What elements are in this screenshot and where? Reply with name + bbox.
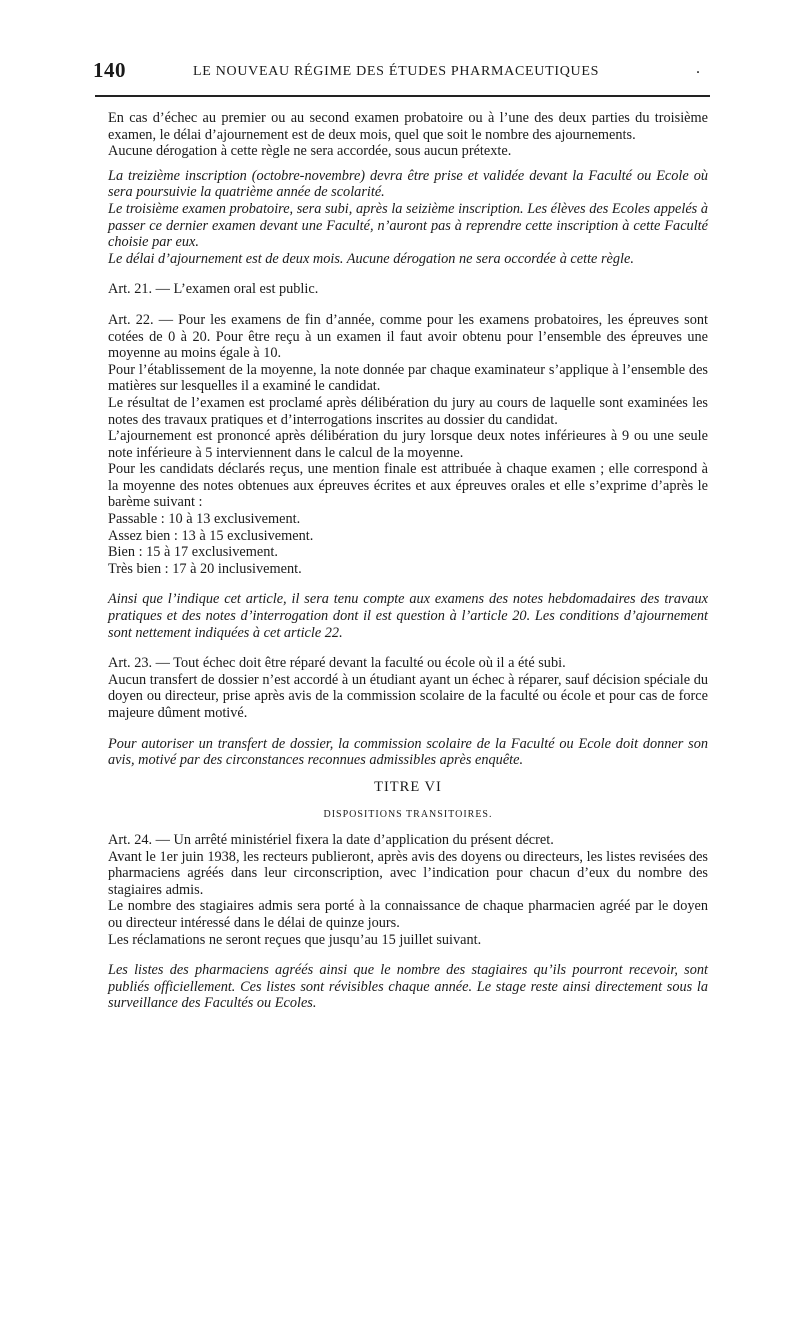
list-item: Bien : 15 à 17 exclusivement. bbox=[108, 544, 278, 561]
article-23: Art. 23. — Tout échec doit être réparé devant la faculté ou école où il a été subi. bbox=[108, 655, 566, 672]
paragraph: Pour l’établissement de la moyenne, la note donnée par chaque examinateur s’applique à l’ensemble des matières sur lesquelles il a examiné le candidat. bbox=[108, 361, 708, 395]
commentary-paragraph: Ainsi que l’indique cet article, il sera tenu compte aux examens des notes hebdomadaires des travaux pratiques et des notes d’interrogation dont il est question à l’article 20. Les conditions d’ajournement sont nettement indiquées à cet article 22. bbox=[108, 591, 708, 641]
section-title: TITRE VI bbox=[374, 778, 442, 795]
paragraph: Pour les candidats déclarés reçus, une mention finale est attribuée à chaque examen ; elle correspond à la moyenne des notes obtenues aux épreuves écrites et aux épreuves orales et elle s’exprime d’après le barème suivant : bbox=[108, 461, 708, 511]
paragraph: Le nombre des stagiaires admis sera porté à la connaissance de chaque pharmacien agréé par le doyen ou directeur intéressé dans le délai de quinze jours. bbox=[108, 898, 708, 931]
paragraph: Aucune dérogation à cette règle ne sera accordée, sous aucun prétexte. bbox=[108, 143, 512, 160]
commentary-paragraph: La treizième inscription (octobre-novembre) devra être prise et validée devant la Faculté ou Ecole où sera poursuivie la quatrième année de scolarité. bbox=[108, 167, 708, 201]
article-21: Art. 21. — L’examen oral est public. bbox=[108, 281, 319, 298]
paragraph: Aucun transfert de dossier n’est accordé à un étudiant ayant un échec à réparer, sauf décision spéciale du doyen ou directeur, prise après avis de la commission scolaire de la faculté ou école et pour cas de force majeure dûment motivé. bbox=[108, 671, 708, 721]
article-24: Art. 24. — Un arrêté ministériel fixera la date d’application du présent décret. bbox=[108, 831, 554, 848]
list-item: Passable : 10 à 13 exclusivement. bbox=[108, 511, 301, 528]
paragraph: Le résultat de l’examen est proclamé après délibération du jury au cours de laquelle sont examinées les notes des travaux pratiques et d’interrogations inscrites au dossier du candidat. bbox=[108, 394, 708, 428]
page-number: 140 bbox=[93, 58, 126, 82]
list-item: Très bien : 17 à 20 inclusivement. bbox=[108, 560, 302, 577]
list-item: Assez bien : 13 à 15 exclusivement. bbox=[108, 527, 314, 544]
paragraph: Avant le 1er juin 1938, les recteurs publieront, après avis des doyens ou directeurs, les listes revisées des pharmaciens agréés dans leur circonscription, avec l’indication pour chacun d’eux du nombre des stagiaires admis. bbox=[108, 848, 708, 898]
body-text bbox=[108, 110, 708, 1012]
commentary-paragraph: Pour autoriser un transfert de dossier, la commission scolaire de la Faculté ou Ecole doit donner son avis, motivé par des circonstances reconnues admissibles après enquête. bbox=[108, 735, 708, 769]
page-header bbox=[93, 58, 708, 86]
paragraph: L’ajournement est prononcé après délibération du jury lorsque deux notes inférieures à 9 ou une seule note inférieure à 5 interviennent dans le calcul de la moyenne. bbox=[108, 428, 708, 461]
section-subtitle: DISPOSITIONS TRANSITOIRES. bbox=[323, 809, 493, 821]
paragraph: Les réclamations ne seront reçues que jusqu’au 15 juillet suivant. bbox=[108, 931, 482, 948]
article-22: Art. 22. — Pour les examens de fin d’année, comme pour les examens probatoires, les épreuves sont cotées de 0 à 20. Pour être reçu à un examen il faut avoir obtenu pour l’ensemble des épreuves une moyenne au moins égale à 10. bbox=[108, 311, 708, 362]
commentary-paragraph: Le troisième examen probatoire, sera subi, après la seizième inscription. Les élèves des Ecoles appelés à passer ce dernier examen devant une Faculté, n’auront pas à reprendre cette inscription à cette Faculté choisie par eux. bbox=[108, 200, 708, 251]
header-rule bbox=[95, 95, 710, 97]
mention-list bbox=[108, 511, 708, 577]
header-dot: . bbox=[696, 60, 700, 77]
paragraph: En cas d’échec au premier ou au second examen probatoire ou à l’une des deux parties du troisième examen, le délai d’ajournement est de deux mois, quel que soit le nombre des ajournements. bbox=[108, 110, 708, 143]
commentary-paragraph: Les listes des pharmaciens agréés ainsi que le nombre des stagiaires qu’ils pourront recevoir, sont publiés officiellement. Ces listes sont révisibles chaque année. Le stage reste ainsi directement sous la surveillance des Facultés ou Ecoles. bbox=[108, 962, 708, 1012]
running-head: LE NOUVEAU RÉGIME DES ÉTUDES PHARMACEUTIQUES bbox=[193, 64, 600, 79]
commentary-paragraph: Le délai d’ajournement est de deux mois. Aucune dérogation ne sera occordée à cette règle. bbox=[108, 250, 634, 267]
